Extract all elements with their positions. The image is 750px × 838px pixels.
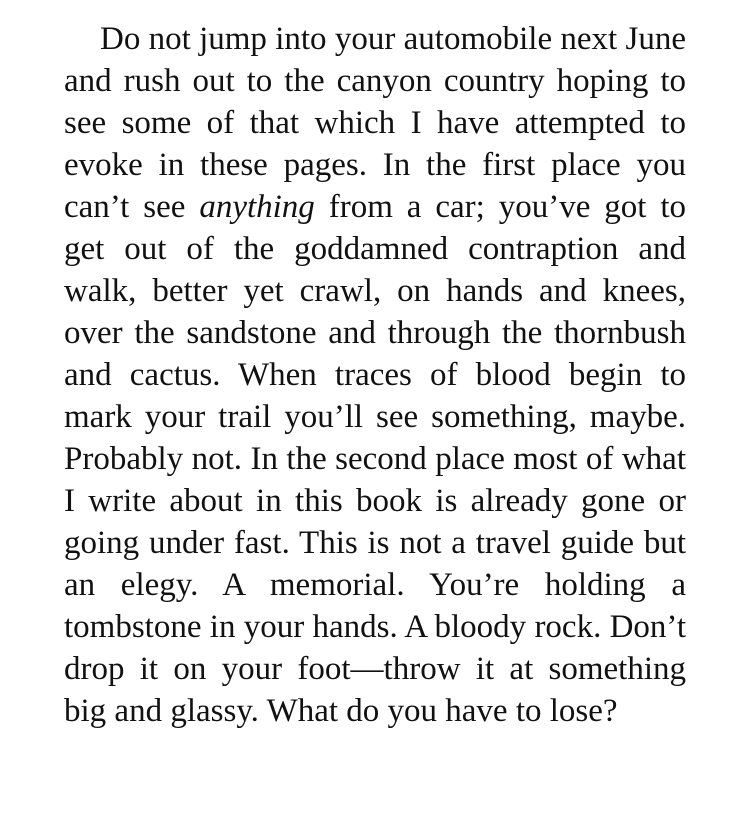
- paragraph-text-part-2: from a car; you’ve got to get out of the goddamned contraption and walk, better yet crawl, on hands and knees, over the sandstone and through the thornbush and cactus. When traces of blood begin to mark your trail you’ll see something, maybe. Probably not. In the second place most of what I write about in this book is already gone or going under fast. This is not a travel guide but an elegy. A memorial. You’re holding a tombstone in your hands. A bloody rock. Don’t drop it on your foot—throw it at something big and glassy. What do you have to lose?: [64, 189, 687, 729]
- body-paragraph: [64, 18, 686, 732]
- emphasized-word: anything: [199, 189, 315, 225]
- paragraph-text-part-1: Do not jump into your automobile next June and rush out to the canyon country hoping to see some of that which I have attempted to evoke in these pages. In the first place you can’t see: [64, 21, 686, 225]
